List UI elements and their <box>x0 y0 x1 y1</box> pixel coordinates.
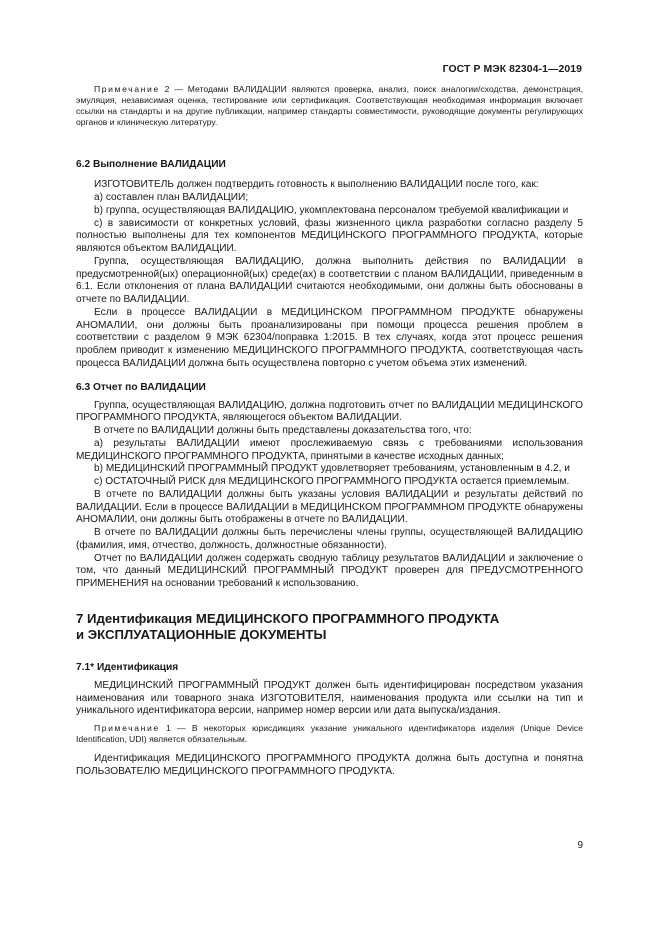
list-item-b: b) группа, осуществляющая ВАЛИДАЦИЮ, укомплектована персоналом требуемой квалификации и <box>94 204 569 216</box>
note-label: Примечание <box>94 84 160 94</box>
section-7-title-line1: 7 Идентификация МЕДИЦИНСКОГО ПРОГРАММНОГО ПРОДУКТА <box>76 610 500 626</box>
note-text: 2 — Методами ВАЛИДАЦИИ являются проверка, анализ, поиск аналогии/сходства, демонстрация, эмуляция, независимая оценка, тестирование или сертификация. Соответствующая необходимая информация включает ссылки на стандарты и на другие публикации, например стандарты совместимости, руководящие документы регулирующих органов и клиническую литературу. <box>76 84 583 128</box>
section-6-2-intro: ИЗГОТОВИТЕЛЬ должен подтвердить готовность к выполнению ВАЛИДАЦИИ после того, как: <box>94 179 539 191</box>
paragraph: В отчете по ВАЛИДАЦИИ должны быть представлены доказательства того, что: <box>94 425 472 437</box>
section-6-3-title: 6.3 Отчет по ВАЛИДАЦИИ <box>76 381 206 393</box>
section-6-2-title: 6.2 Выполнение ВАЛИДАЦИИ <box>76 159 226 171</box>
list-item-b: b) МЕДИЦИНСКИЙ ПРОГРАММНЫЙ ПРОДУКТ удовлетворяет требованиям, установленным в 4.2, и <box>94 463 570 475</box>
paragraph: Группа, осуществляющая ВАЛИДАЦИЮ, должна выполнить действия по ВАЛИДАЦИИ в предусмотренной(ых) операционной(ых) среде(ах) в соответствии с планом ВАЛИДАЦИИ, приведенным в 6.1. Если отклонения от плана ВАЛИДАЦИИ считаются необходимыми, они должны быть обоснованы в отчете по ВАЛИДАЦИИ. <box>76 255 583 306</box>
page-number: 9 <box>577 840 583 851</box>
page-content <box>76 84 583 779</box>
note-1 <box>76 723 583 745</box>
note-2 <box>76 84 583 128</box>
paragraph: В отчете по ВАЛИДАЦИИ должны быть перечислены члены группы, осуществляющей ВАЛИДАЦИЮ (фамилия, имя, отчество, должность, должностные обязанности). <box>76 527 583 551</box>
paragraph: В отчете по ВАЛИДАЦИИ должны быть указаны условия ВАЛИДАЦИИ и результаты действий по ВАЛИДАЦИИ. Если в процессе ВАЛИДАЦИИ в МЕДИЦИНСКОМ ПРОГРАММНОМ ПРОДУКТЕ обнаружены АНОМАЛИИ, они должны быть отображены в отчете по ВАЛИДАЦИИ. <box>76 488 583 526</box>
list-item-c: c) в зависимости от конкретных условий, фазы жизненного цикла разработки согласно разделу 5 полностью выполнены для тех компонентов МЕДИЦИНСКОГО ПРОГРАММНОГО ПРОДУКТА, которые являются объектом ВАЛИДАЦИИ. <box>76 217 583 255</box>
paragraph: Идентификация МЕДИЦИНСКОГО ПРОГРАММНОГО ПРОДУКТА должна быть доступна и понятна ПОЛЬЗОВАТЕЛЮ МЕДИЦИНСКОГО ПРОГРАММНОГО ПРОДУКТА. <box>76 753 583 778</box>
document-code-header: ГОСТ Р МЭК 82304-1—2019 <box>442 64 582 75</box>
paragraph: Группа, осуществляющая ВАЛИДАЦИЮ, должна подготовить отчет по ВАЛИДАЦИИ МЕДИЦИНСКОГО ПРОГРАММНОГО ПРОДУКТА, являющегося объектом ВАЛИДАЦИИ. <box>76 399 583 424</box>
paragraph: Отчет по ВАЛИДАЦИИ должен содержать сводную таблицу результатов ВАЛИДАЦИИ и заключение о том, что данный МЕДИЦИНСКИЙ ПРОГРАММНЫЙ ПРОДУКТ проверен для ПРЕДУСМОТРЕННОГО ПРИМЕНЕНИЯ на основании требований к использованию. <box>76 552 583 590</box>
section-7-title-line2: и ЭКСПЛУАТАЦИОННЫЕ ДОКУМЕНТЫ <box>76 627 327 643</box>
paragraph: МЕДИЦИНСКИЙ ПРОГРАММНЫЙ ПРОДУКТ должен быть идентифицирован посредством указания наименования или товарного знака ИЗГОТОВИТЕЛЯ, наименования продукта или ссылки на тип и уникального идентификатора версии, например номер версии или дата выпуска/издания. <box>76 679 583 717</box>
list-item-a: a) результаты ВАЛИДАЦИИ имеют прослеживаемую связь с требованиями использования МЕДИЦИНСКОГО ПРОГРАММНОГО ПРОДУКТА, принятыми в качестве исходных данных; <box>76 437 583 462</box>
note-label: Примечание <box>94 723 160 734</box>
section-7-1-title: 7.1* Идентификация <box>76 661 179 673</box>
paragraph: Если в процессе ВАЛИДАЦИИ в МЕДИЦИНСКОМ ПРОГРАММНОМ ПРОДУКТЕ обнаружены АНОМАЛИИ, они должны быть проанализированы при помощи процесса решения проблем в соответствии с разделом 9 МЭК 62304/поправка 1:2015. В тех случаях, когда этот процесс решения проблем приводит к изменению МЕДИЦИНСКОГО ПРОГРАММНОГО ПРОДУКТА, соответствующая часть процесса ВАЛИДАЦИИ должна быть осуществлена повторно с учетом объема этих изменений. <box>76 306 583 369</box>
list-item-a: a) составлен план ВАЛИДАЦИИ; <box>94 192 249 204</box>
list-item-c: c) ОСТАТОЧНЫЙ РИСК для МЕДИЦИНСКОГО ПРОГРАММНОГО ПРОДУКТА остается приемлемым. <box>94 476 570 488</box>
note-text: 1 — В некоторых юрисдикциях указание уникального идентификатора изделия (Unique Device Identification, UDI) является обязательным. <box>76 723 583 745</box>
